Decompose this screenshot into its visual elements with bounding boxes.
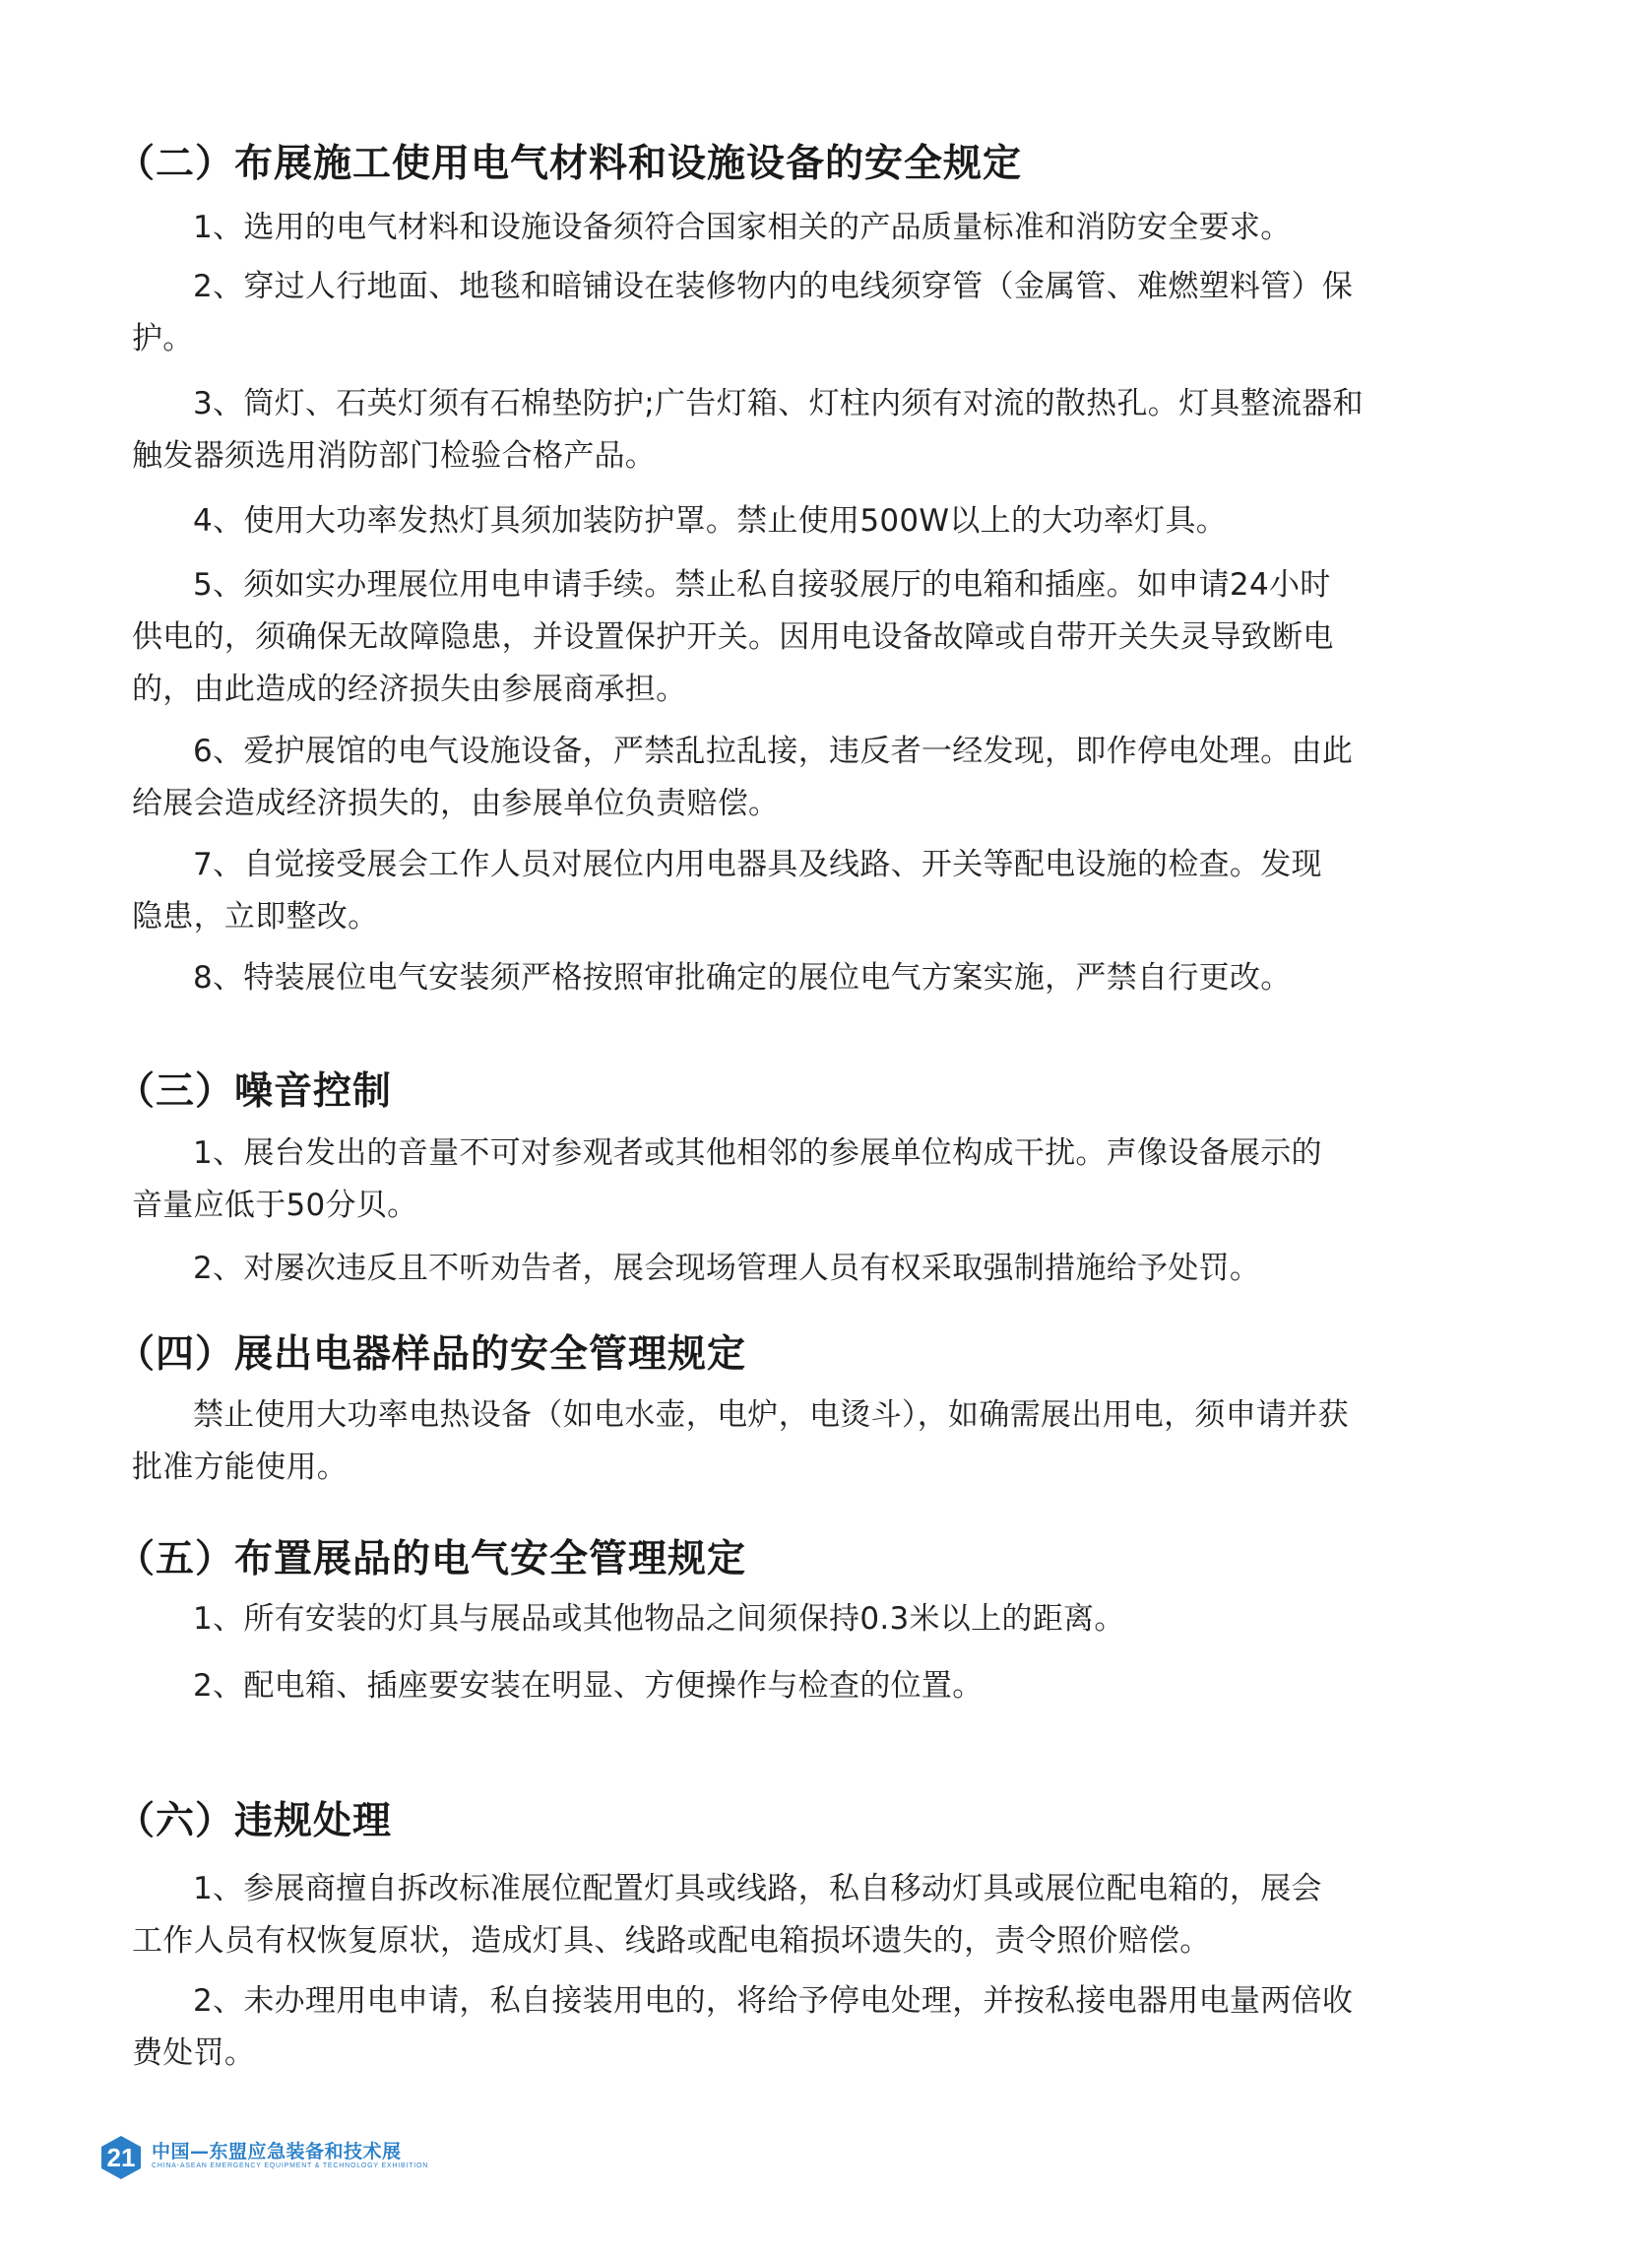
paragraph-line: 4、使用大功率发热灯具须加装防护罩。禁止使用500W以上的大功率灯具。 bbox=[193, 503, 1228, 539]
paragraph-line: 2、配电箱、插座要安装在明显、方便操作与检查的位置。 bbox=[193, 1668, 984, 1704]
paragraph-2-7 bbox=[132, 839, 1552, 943]
paragraph-2-1 bbox=[193, 202, 1552, 254]
paragraph-line: 8、特装展位电气安装须严格按照审批确定的展位电气方案实施，严禁自行更改。 bbox=[193, 960, 1292, 996]
paragraph-2-2 bbox=[132, 261, 1552, 365]
paragraph-2-8 bbox=[193, 952, 1552, 1004]
section-heading-5: （五）布置展品的电气安全管理规定 bbox=[116, 1537, 747, 1581]
paragraph-5-1 bbox=[193, 1593, 1552, 1645]
paragraph-line: 1、选用的电气材料和设施设备须符合国家相关的产品质量标准和消防安全要求。 bbox=[193, 210, 1292, 245]
section-heading-3: （三）噪音控制 bbox=[116, 1069, 393, 1114]
section-heading-4: （四）展出电器样品的安全管理规定 bbox=[116, 1332, 747, 1377]
footer-title-cn: 中国—东盟应急装备和技术展 bbox=[152, 2141, 402, 2162]
paragraph-line: 供电的，须确保无故障隐患，并设置保护开关。因用电设备故障或自带开关失灵导致断电 的，由此造成的经济损失由参展商承担。 bbox=[132, 619, 1334, 707]
paragraph-line: 批准方能使用。 bbox=[132, 1450, 349, 1485]
page-number-badge bbox=[98, 2135, 144, 2180]
paragraph-4-1 bbox=[132, 1389, 1552, 1494]
paragraph-line: 给展会造成经济损失的，由参展单位负责赔偿。 bbox=[132, 786, 780, 821]
paragraph-line: 1、参展商擅自拆改标准展位配置灯具或线路，私自移动灯具或展位配电箱的，展会 bbox=[193, 1871, 1322, 1906]
paragraph-line: 护。 bbox=[132, 321, 194, 356]
paragraph-2-3 bbox=[132, 378, 1552, 483]
paragraph-3-1 bbox=[132, 1128, 1552, 1232]
paragraph-line: 6、爱护展馆的电气设施设备，严禁乱拉乱接，违反者一经发现，即作停电处理。由此 bbox=[193, 734, 1354, 769]
paragraph-line: 2、穿过人行地面、地毯和暗铺设在装修物内的电线须穿管（金属管、难燃塑料管）保 bbox=[193, 269, 1354, 304]
paragraph-line: 1、所有安装的灯具与展品或其他物品之间须保持0.3米以上的距离。 bbox=[193, 1601, 1125, 1637]
paragraph-line: 隐患，立即整改。 bbox=[132, 899, 379, 935]
paragraph-2-5 bbox=[132, 559, 1552, 716]
paragraph-line: 1、展台发出的音量不可对参观者或其他相邻的参展单位构成干扰。声像设备展示的 bbox=[193, 1135, 1322, 1171]
paragraph-line: 2、未办理用电申请，私自接装用电的，将给予停电处理，并按私接电器用电量两倍收 bbox=[193, 1983, 1354, 2019]
paragraph-2-4 bbox=[193, 495, 1552, 548]
section-heading-2: （二）布展施工使用电气材料和设施设备的安全规定 bbox=[116, 142, 1023, 186]
section-heading-6: （六）违规处理 bbox=[116, 1799, 393, 1843]
paragraph-5-2 bbox=[193, 1660, 1552, 1712]
paragraph-2-6 bbox=[132, 726, 1552, 830]
paragraph-line: 5、须如实办理展位用电申请手续。禁止私自接驳展厅的电箱和插座。如申请24小时 bbox=[193, 567, 1331, 603]
paragraph-line: 触发器须选用消防部门检验合格产品。 bbox=[132, 438, 657, 474]
page-number: 21 bbox=[106, 2143, 136, 2172]
paragraph-line: 费处罚。 bbox=[132, 2035, 256, 2071]
paragraph-line: 3、筒灯、石英灯须有石棉垫防护;广告灯箱、灯柱内须有对流的散热孔。灯具整流器和 bbox=[193, 386, 1364, 421]
paragraph-line: 禁止使用大功率电热设备（如电水壶，电炉，电烫斗），如确需展出用电，须申请并获 bbox=[193, 1397, 1349, 1433]
paragraph-3-2 bbox=[193, 1243, 1552, 1295]
paragraph-6-1 bbox=[132, 1863, 1552, 1967]
paragraph-line: 7、自觉接受展会工作人员对展位内用电器具及线路、开关等配电设施的检查。发现 bbox=[193, 847, 1322, 882]
paragraph-line: 工作人员有权恢复原状，造成灯具、线路或配电箱损坏遗失的，责令照价赔偿。 bbox=[132, 1923, 1211, 1959]
paragraph-line: 2、对屡次违反且不听劝告者，展会现场管理人员有权采取强制措施给予处罚。 bbox=[193, 1251, 1261, 1286]
page-footer bbox=[98, 2135, 492, 2182]
paragraph-line: 音量应低于50分贝。 bbox=[132, 1188, 418, 1223]
footer-title-en: CHINA-ASEAN EMERGENCY EQUIPMENT & TECHNOLOGY EXHIBITION bbox=[152, 2162, 429, 2169]
paragraph-6-2 bbox=[132, 1975, 1552, 2080]
